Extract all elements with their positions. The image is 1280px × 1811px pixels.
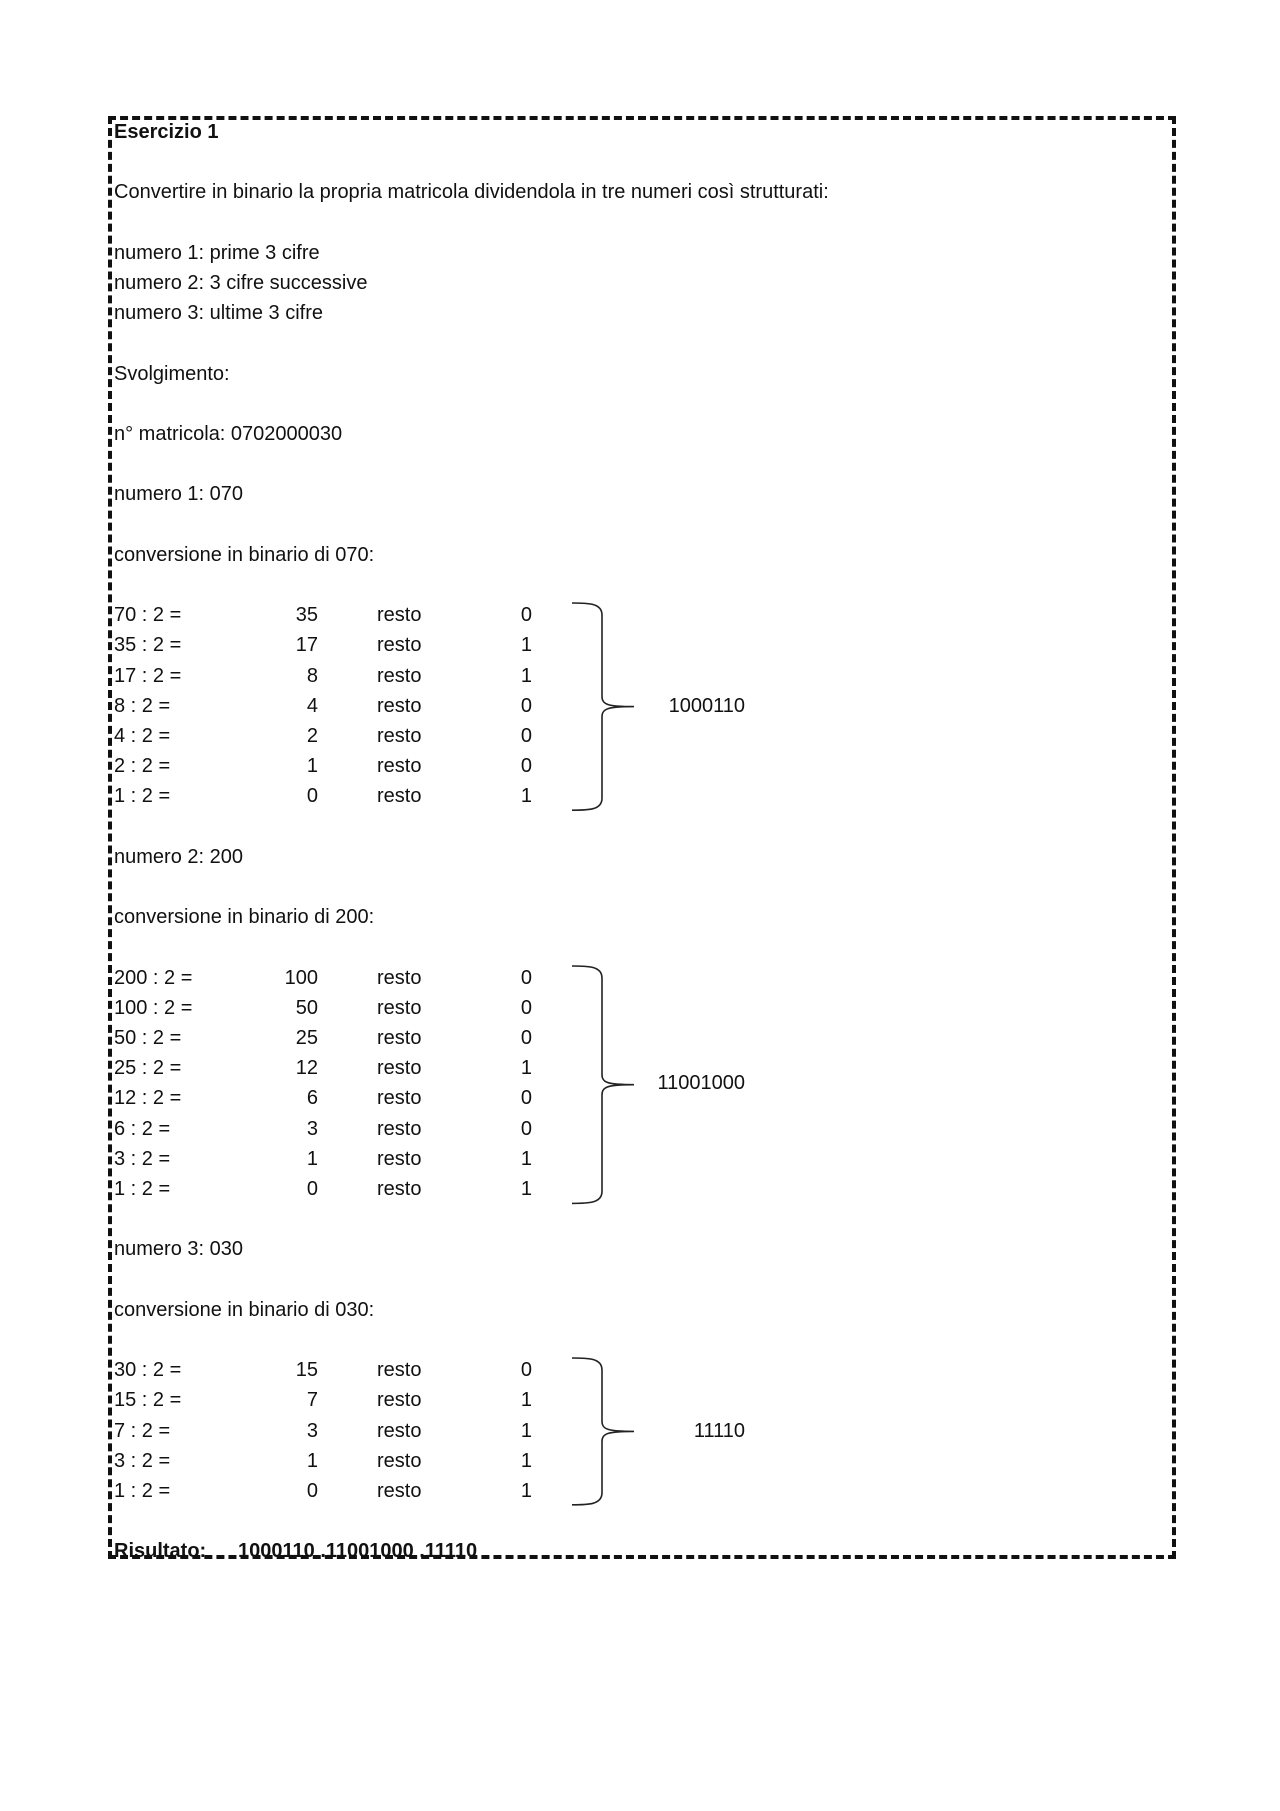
remainder-value: 1 [520,1178,532,1200]
remainder-value: 0 [520,755,532,778]
solution-heading: Svolgimento: [114,362,230,385]
quotient-value: 25 [295,1027,318,1049]
resto-label: resto [377,1480,422,1502]
division-expression: 1 : 2 = [114,1178,171,1200]
quotient-value: 2 [306,725,318,747]
resto-label: resto [377,1178,422,1200]
division-expression: 8 : 2 = [114,694,171,717]
division-expression: 4 : 2 = [114,725,171,747]
quotient-value: 6 [306,1087,318,1110]
rule-line: numero 2: 3 cifre successive [114,272,368,294]
division-expression: 6 : 2 = [114,1117,171,1140]
instructions-text: Convertire in binario la propria matricola dividendola in tre numeri così strutturati: [114,181,829,204]
division-expression: 1 : 2 = [114,785,171,808]
remainder-value: 0 [520,966,532,989]
remainder-value: 1 [520,1147,532,1170]
rule-line: numero 1: prime 3 cifre [114,241,320,264]
division-expression: 17 : 2 = [114,664,182,687]
division-expression: 12 : 2 = [114,1087,182,1110]
resto-label: resto [377,1419,422,1442]
final-result-label: Risultato: [114,1540,207,1563]
division-expression: 35 : 2 = [114,634,182,657]
final-result-value: 1000110 .11001000 .11110 [238,1540,478,1563]
remainder-value: 1 [520,1480,532,1502]
division-expression: 30 : 2 = [114,1359,182,1382]
division-expression: 200 : 2 = [114,966,193,989]
quotient-value: 1 [306,1449,318,1472]
resto-label: resto [377,1359,422,1382]
division-expression: 3 : 2 = [114,1147,171,1170]
binary-result: 11001000 [657,1072,745,1095]
remainder-value: 0 [520,1087,532,1110]
remainder-value: 1 [520,1419,532,1442]
quotient-value: 100 [284,966,318,989]
resto-label: resto [377,1117,422,1140]
conversion-title: conversione in binario di 030: [114,1298,375,1321]
remainder-value: 0 [520,1027,532,1049]
quotient-value: 1 [306,1147,318,1170]
remainder-value: 0 [520,1117,532,1140]
division-expression: 2 : 2 = [114,755,171,778]
resto-label: resto [377,1449,422,1472]
quotient-value: 1 [306,755,318,778]
remainder-value: 0 [520,694,532,717]
rule-line: numero 3: ultime 3 cifre [114,302,323,325]
remainder-value: 1 [520,634,532,657]
remainder-value: 0 [520,1359,532,1382]
remainder-value: 1 [520,785,532,808]
resto-label: resto [377,966,422,989]
binary-result: 11110 [693,1419,745,1442]
resto-label: resto [377,1087,422,1110]
resto-label: resto [377,725,422,747]
quotient-value: 50 [295,996,318,1019]
exercise-frame [108,116,1176,1559]
quotient-value: 3 [306,1117,318,1140]
remainder-value: 0 [520,996,532,1019]
resto-label: resto [377,1057,422,1080]
quotient-value: 4 [306,694,318,717]
resto-label: resto [377,604,422,627]
remainder-value: 1 [520,1449,532,1472]
remainder-value: 0 [520,604,532,627]
quotient-value: 0 [306,1480,318,1502]
remainder-value: 0 [520,725,532,747]
quotient-value: 7 [306,1389,318,1412]
resto-label: resto [377,1147,422,1170]
conversion-title: conversione in binario di 200: [114,906,375,929]
remainder-value: 1 [520,664,532,687]
quotient-value: 8 [306,664,318,687]
division-expression: 70 : 2 = [114,604,182,627]
division-expression: 100 : 2 = [114,996,193,1019]
quotient-value: 0 [306,1178,318,1200]
number-heading: numero 2: 200 [114,845,243,868]
binary-result: 1000110 [668,694,745,717]
quotient-value: 12 [295,1057,318,1080]
remainder-value: 1 [520,1389,532,1412]
resto-label: resto [377,996,422,1019]
resto-label: resto [377,634,422,657]
number-heading: numero 1: 070 [114,483,243,506]
quotient-value: 17 [295,634,318,657]
quotient-value: 35 [295,604,318,627]
resto-label: resto [377,694,422,717]
division-expression: 1 : 2 = [114,1480,171,1502]
division-expression: 7 : 2 = [114,1419,171,1442]
division-expression: 3 : 2 = [114,1449,171,1472]
student-id: n° matricola: 0702000030 [114,423,343,445]
resto-label: resto [377,785,422,808]
quotient-value: 3 [306,1419,318,1442]
resto-label: resto [377,1027,422,1049]
quotient-value: 15 [295,1359,318,1382]
division-expression: 50 : 2 = [114,1027,182,1049]
resto-label: resto [377,755,422,778]
number-heading: numero 3: 030 [114,1238,243,1261]
division-expression: 25 : 2 = [114,1057,182,1080]
division-expression: 15 : 2 = [114,1389,182,1412]
resto-label: resto [377,664,422,687]
exercise-title: Esercizio 1 [114,121,219,143]
remainder-value: 1 [520,1057,532,1080]
conversion-title: conversione in binario di 070: [114,543,375,566]
quotient-value: 0 [306,785,318,808]
resto-label: resto [377,1389,422,1412]
